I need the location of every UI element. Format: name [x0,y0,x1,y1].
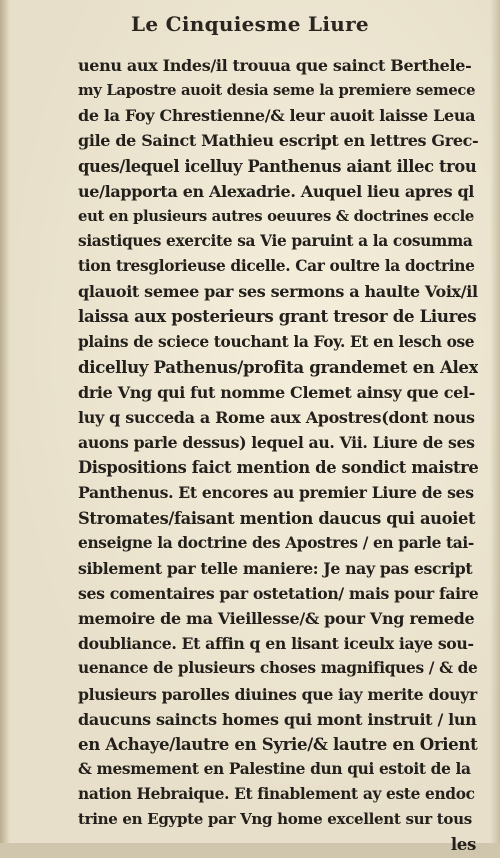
text-line: my Lapostre auoit desia seme la premiere semece [78,82,476,100]
text-line: ses comentaires par ostetation/ mais pour faire [78,583,478,603]
text-line: ue/lapporta en Alexadrie. Auquel lieu apres ql [78,181,475,201]
text-line: plains de sciece touchant la Foy. Et en lesch ose [78,332,475,351]
page-left-shadow [0,0,10,843]
catchword: les [450,834,476,855]
text-line: nation Hebraique. Et finablement ay este endoc [78,785,475,804]
text-line: plusieurs parolles diuines que iay merite douyr [78,684,477,704]
running-header: Le Cinquiesme Liure [131,12,369,36]
page-right-shadow [490,0,500,843]
text-line: uenance de plusieurs choses magnifiques / & de [78,659,478,678]
text-line: memoire de ma Vieillesse/& pour Vng remede [78,609,475,629]
text-line: trine en Egypte par Vng home excellent sur tous [78,810,472,829]
text-line: Dispositions faict mention de sondict maistre [78,458,478,478]
text-line: & mesmement en Palestine dun qui estoit de la [78,759,471,778]
text-line: Stromates/faisant mention daucus qui auoiet [78,508,476,528]
text-line: gile de Sainct Mathieu escript en lettres Grec- [78,131,478,151]
text-line: luy q succeda a Rome aux Apostres(dont nous [78,407,475,427]
text-line: drie Vng qui fut nomme Clemet ainsy que cel- [78,382,475,402]
text-line: en Achaye/lautre en Syrie/& lautre en Orient [78,733,478,754]
text-line: auons parle dessus) lequel au. Vii. Liure de ses [78,433,475,453]
text-line: laissa aux posterieurs grant tresor de Liures [78,306,477,327]
text-line: doubliance. Et affin q en lisant iceulx iaye sou- [78,634,474,654]
text-line: ques/lequel icelluy Panthenus aiant illec trou [78,156,477,176]
text-line: daucuns saincts homes qui mont instruit / lun [78,709,477,729]
text-line: uenu aux Indes/il trouua que sainct Berthele- [78,56,472,75]
text-line: siblement par telle maniere: Je nay pas escript [78,558,473,578]
text-line: de la Foy Chrestienne/& leur auoit laisse Leua [78,106,476,126]
text-line: siastiques exercite sa Vie paruint a la cosumma [78,231,473,250]
text-line: eut en plusieurs autres oeuures & doctrines eccle [78,207,474,225]
text-line: tion tresglorieuse dicelle. Car oultre la doctrine [78,257,475,276]
text-line: Panthenus. Et encores au premier Liure de ses [78,483,474,503]
text-block [78,53,478,858]
text-line: dicelluy Pathenus/profita grandemet en Alex [78,356,478,377]
text-line: qlauoit semee par ses sermons a haulte Voix/il [78,282,478,302]
text-line: enseigne la doctrine des Apostres / en parle tai- [78,533,474,552]
